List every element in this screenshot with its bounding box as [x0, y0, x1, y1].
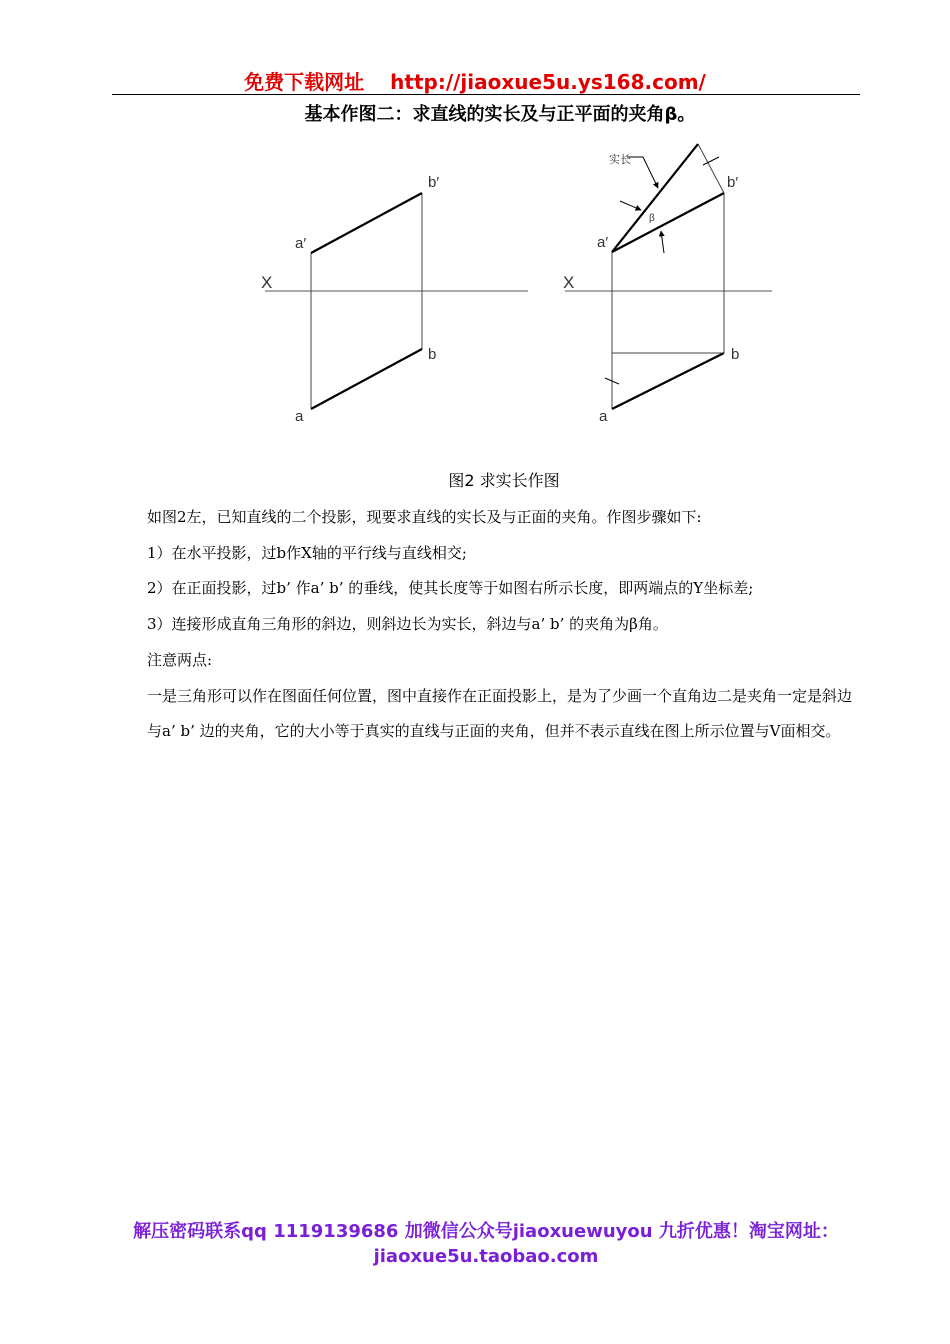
left-front-projection-line	[311, 193, 422, 253]
header-banner	[0, 66, 950, 95]
right-label-b: b	[731, 346, 740, 363]
header-site-label: 免费下载网址	[244, 70, 365, 94]
left-label-a-prime: a′	[295, 235, 307, 252]
right-label-a: a	[599, 408, 608, 425]
header-site-url[interactable]: http://jiaoxue5u.ys168.com/	[390, 70, 706, 94]
right-beta-arrow-upper	[620, 201, 641, 210]
paragraph-step-1: 1）在水平投影，过b作X轴的平行线与直线相交;	[147, 543, 467, 562]
right-label-b-prime: b′	[727, 174, 739, 191]
left-diagram	[265, 193, 528, 409]
paragraph-step-3: 3）连接形成直角三角形的斜边，则斜边长为实长，斜边与a’ b’ 的夹角为β角。	[147, 615, 668, 634]
left-label-a: a	[295, 408, 304, 425]
left-label-b-prime: b′	[428, 174, 440, 191]
right-label-beta: β	[649, 213, 655, 224]
paragraph-note-heading: 注意两点:	[147, 650, 213, 669]
right-diagram	[565, 144, 772, 409]
figure-caption: 图2 求实长作图	[448, 471, 560, 490]
right-label-x: X	[563, 273, 575, 292]
right-perpendicular-leg	[698, 144, 724, 193]
right-true-length-leader	[627, 157, 658, 188]
footer-contact: 解压密码联系qq 1119139686 加微信公众号jiaoxuewuyou 九折优惠！淘宝网址：jiaoxue5u.taobao.com	[133, 1221, 839, 1267]
header-divider	[112, 94, 860, 95]
right-front-projection-line	[612, 193, 724, 252]
paragraph-notes: 一是三角形可以作在图面任何位置，图中直接作在正面投影上，是为了少画一个直角边二是夹角一定是斜边与a’ b’ 边的夹角，它的大小等于真实的直线与正面的夹角，但并不表示直线在图上所示位置与V面相交。	[147, 686, 853, 741]
right-beta-arrow-lower	[661, 231, 664, 253]
right-horizontal-projection-line	[612, 353, 724, 409]
figure-true-length	[245, 135, 785, 445]
right-label-true-length: 实长	[609, 154, 631, 166]
body-text	[147, 500, 863, 750]
left-label-x: X	[261, 273, 273, 292]
right-label-a-prime: a′	[597, 234, 609, 251]
page-title: 基本作图二：求直线的实长及与正平面的夹角β。	[304, 104, 696, 125]
paragraph-step-2: 2）在正面投影，过b’ 作a’ b’ 的垂线，使其长度等于如图右所示长度，即两端点的Y坐标差;	[147, 579, 754, 598]
left-horizontal-projection-line	[311, 349, 422, 409]
paragraph-intro: 如图2左，已知直线的二个投影，现要求直线的实长及与正面的夹角。作图步骤如下:	[147, 508, 702, 526]
left-label-b: b	[428, 346, 437, 363]
